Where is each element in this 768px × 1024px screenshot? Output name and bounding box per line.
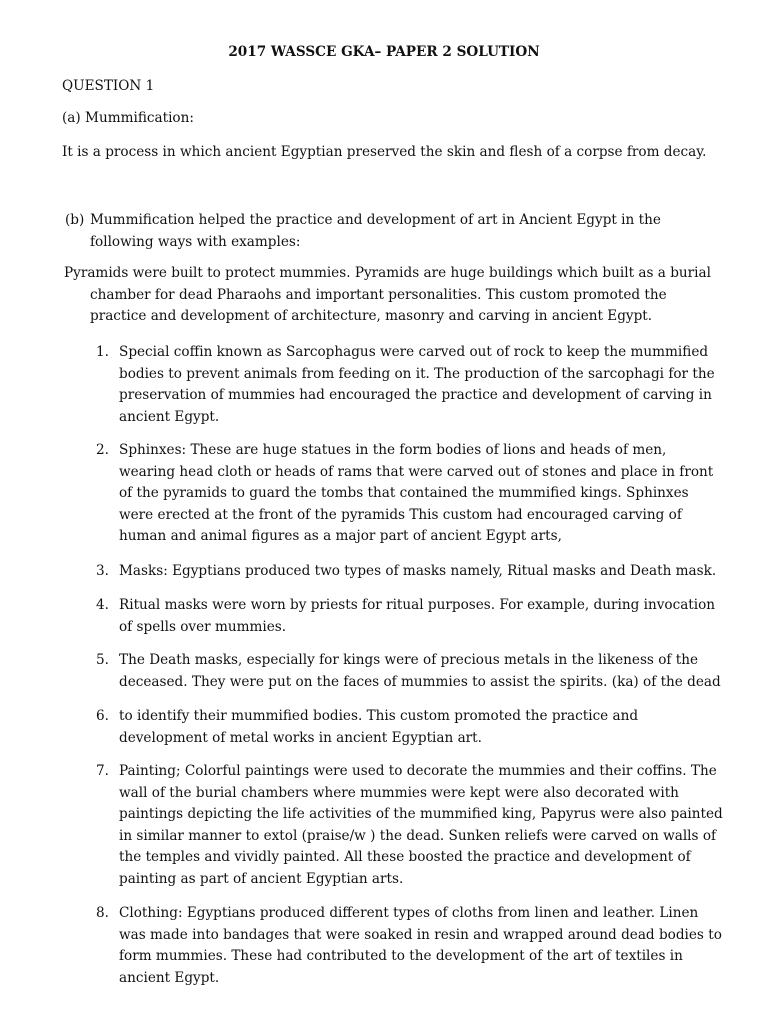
pyramids-paragraph bbox=[64, 263, 724, 328]
list-item-text: Special coffin known as Sarcophagus were carved out of rock to keep the mummified bodies to prevent animals from feeding on it. The production of the sarcophagi for the preservation of mummies had encouraged the practice and development of carving in ancient Egypt. bbox=[119, 344, 715, 425]
list-item bbox=[96, 903, 726, 989]
list-item-number: 3. bbox=[96, 563, 109, 579]
list-item-number: 5. bbox=[96, 652, 109, 668]
list-item-text: Ritual masks were worn by priests for ritual purposes. For example, during invocation of spells over mummies. bbox=[119, 597, 716, 635]
part-a-definition: It is a process in which ancient Egyptian preserved the skin and flesh of a corpse from decay. bbox=[62, 144, 707, 160]
list-item bbox=[96, 440, 726, 548]
question-label: QUESTION 1 bbox=[62, 78, 155, 94]
list-item-number: 2. bbox=[96, 442, 109, 458]
list-item-text: Masks: Egyptians produced two types of masks namely, Ritual masks and Death mask. bbox=[119, 563, 717, 579]
list-item-text: The Death masks, especially for kings were of precious metals in the likeness of the deceased. They were put on the faces of mummies to assist the spirits. (ka) of the dead bbox=[119, 652, 721, 690]
part-b-text: Mummification helped the practice and development of art in Ancient Egypt in the following ways with examples: bbox=[90, 212, 661, 250]
list-item-number: 4. bbox=[96, 597, 109, 613]
list-item-number: 7. bbox=[96, 763, 109, 779]
part-b-paragraph bbox=[65, 210, 725, 253]
pyramids-first-line: Pyramids were built to protect mummies. Pyramids are huge buildings which built as a burial bbox=[64, 265, 711, 281]
document-title: 2017 WASSCE GKA– PAPER 2 SOLUTION bbox=[228, 44, 540, 60]
list-item-number: 1. bbox=[96, 344, 109, 360]
part-b-label: (b) bbox=[65, 212, 85, 228]
list-item-number: 6. bbox=[96, 708, 109, 724]
list-item bbox=[96, 706, 726, 749]
list-item bbox=[96, 342, 726, 428]
part-a-label: (a) Mummification: bbox=[62, 110, 194, 126]
list-item-number: 8. bbox=[96, 905, 109, 921]
list-item bbox=[96, 650, 726, 693]
pyramids-continuation: chamber for dead Pharaohs and important personalities. This custom promoted the practice and development of architecture, masonry and carving in ancient Egypt. bbox=[90, 286, 667, 325]
list-item-text: Clothing: Egyptians produced different types of cloths from linen and leather. Linen was made into bandages that were soaked in resin and wrapped around dead bodies to form mummies. These had contributed to the development of the art of textiles in ancient Egypt. bbox=[119, 905, 722, 986]
list-item-text: Sphinxes: These are huge statues in the form bodies of lions and heads of men, wearing head cloth or heads of rams that were carved out of stones and place in front of the pyramids to guard the tombs that contained the mummified kings. Sphinxes were erected at the front of the pyramids This custom had encouraged carving of human and animal figures as a major part of ancient Egypt arts, bbox=[119, 442, 714, 545]
list-item-text: Painting; Colorful paintings were used to decorate the mummies and their coffins. The wall of the burial chambers where mummies were kept were also decorated with paintings depicting the life activities of the mummified king, Papyrus were also painted in similar manner to extol (praise/w ) the dead. Sunken reliefs were carved on walls of the temples and vividly painted. All these boosted the practice and development of painting as part of ancient Egyptian arts. bbox=[119, 763, 723, 887]
list-item bbox=[96, 761, 726, 891]
list-item bbox=[96, 561, 726, 583]
list-item bbox=[96, 595, 726, 638]
list-item-text: to identify their mummified bodies. This custom promoted the practice and development of metal works in ancient Egyptian art. bbox=[119, 708, 639, 746]
